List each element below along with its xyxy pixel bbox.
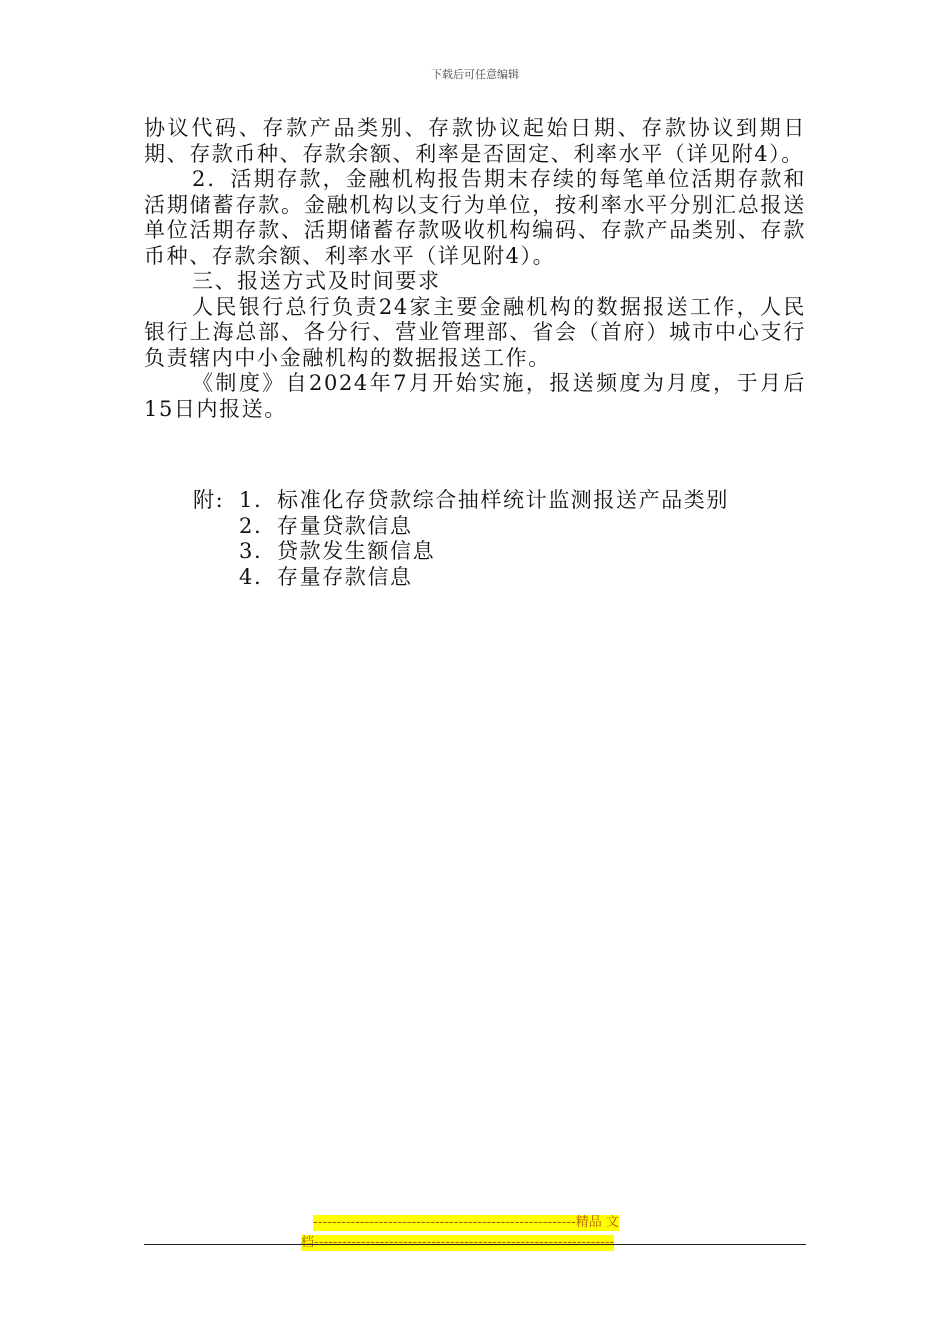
- paragraph-reporting-responsibility: 人民银行总行负责24家主要金融机构的数据报送工作，人民银行上海总部、各分行、营业管理部、省会（首府）城市中心支行负责辖内中小金融机构的数据报送工作。: [144, 294, 806, 370]
- page-footer: [144, 1211, 806, 1251]
- section-heading-reporting: 三、报送方式及时间要求: [192, 269, 441, 293]
- attachment-item: [193, 539, 729, 565]
- attachment-title: 贷款发生额信息: [277, 539, 436, 563]
- page-header-note: 下载后可任意编辑: [431, 68, 519, 81]
- attachment-item: [193, 565, 729, 591]
- attachment-number: 4.: [239, 564, 263, 589]
- document-body: [144, 116, 806, 422]
- attachments-label: 附:: [193, 488, 225, 512]
- attachment-title: 存量存款信息: [277, 564, 413, 589]
- attachment-number: 2.: [239, 513, 263, 538]
- paragraph-demand-deposits: 2．活期存款，金融机构报告期末存续的每笔单位活期存款和活期储蓄存款。金融机构以支行为单位，按利率水平分别汇总报送单位活期存款、活期储蓄存款吸收机构编码、存款产品类别、存款币种、存款余额、利率水平（详见附4）。: [144, 167, 806, 268]
- attachment-number: 3.: [239, 539, 263, 563]
- footer-watermark-line-1: --------------------------------------------------------精品 文: [313, 1215, 619, 1230]
- footer-watermark-line-2: 档----------------------------------------------------------------: [301, 1235, 615, 1250]
- footer-divider: [144, 1244, 806, 1245]
- attachment-item: [193, 514, 729, 540]
- paragraph-effective-date: 《制度》自2024年7月开始实施，报送频度为月度，于月后15日内报送。: [144, 371, 806, 421]
- attachment-number: 1.: [239, 488, 263, 512]
- attachment-title: 存量贷款信息: [277, 513, 413, 538]
- attachment-title: 标准化存贷款综合抽样统计监测报送产品类别: [277, 488, 729, 512]
- paragraph-deposit-fields: 协议代码、存款产品类别、存款协议起始日期、存款协议到期日期、存款币种、存款余额、利率是否固定、利率水平（详见附4）。: [144, 116, 806, 166]
- attachment-item: [193, 488, 729, 514]
- attachments-list: [193, 488, 729, 590]
